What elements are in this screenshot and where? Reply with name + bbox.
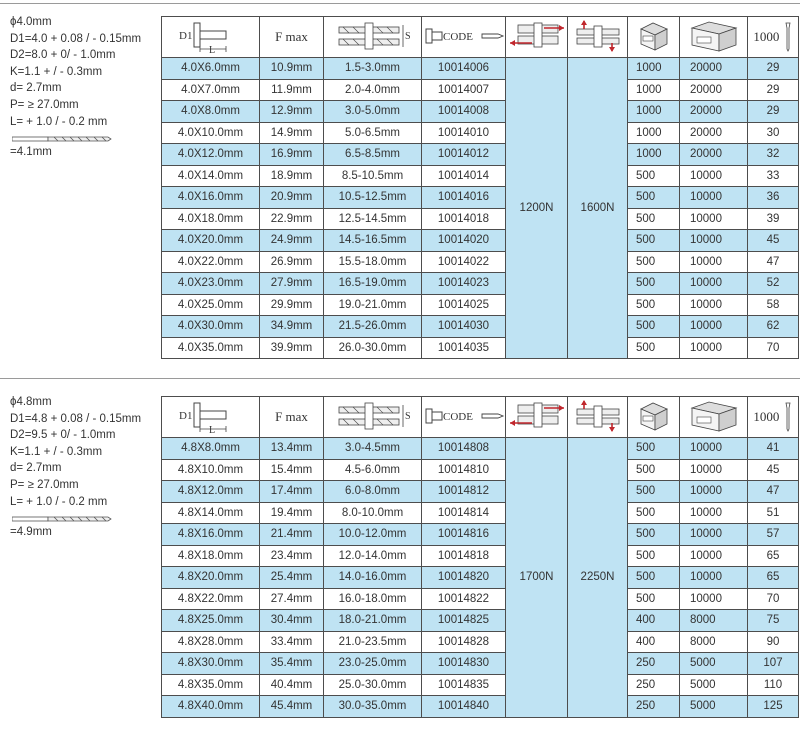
cell-fmax: 39.9mm (260, 337, 324, 359)
cell-size: 4.8X40.0mm (162, 696, 260, 718)
cell-size: 4.8X25.0mm (162, 610, 260, 632)
spec-k: K=1.1 + / - 0.3mm (10, 65, 103, 78)
cell-weight: 110 (748, 674, 799, 696)
cell-code: 10014816 (422, 524, 506, 546)
table-row (162, 58, 799, 80)
header-l-label: L (208, 424, 215, 434)
cell-size: 4.8X10.0mm (162, 459, 260, 481)
cell-code: 10014822 (422, 588, 506, 610)
cell-fmax: 13.4mm (260, 438, 324, 460)
cell-size: 4.0X10.0mm (162, 122, 260, 144)
spec-p: P= ≥ 27.0mm (10, 98, 79, 111)
cell-size: 4.0X20.0mm (162, 230, 260, 252)
section-divider (0, 378, 800, 379)
cell-code: 10014835 (422, 674, 506, 696)
spec-diameter: ϕ4.0mm (10, 16, 52, 28)
table-row (162, 610, 799, 632)
spec-l: L= + 1.0 / - 0.2 mm (10, 495, 108, 508)
spec-d: d= 2.7mm (10, 462, 62, 475)
cell-code: 10014812 (422, 481, 506, 503)
cell-box-qty: 400 (628, 610, 680, 632)
cell-size: 4.8X18.0mm (162, 545, 260, 567)
cell-box-qty: 500 (628, 545, 680, 567)
cell-code: 10014025 (422, 294, 506, 316)
cell-grip-range: 26.0-30.0mm (324, 337, 422, 359)
cell-size: 4.0X22.0mm (162, 251, 260, 273)
cell-size: 4.0X16.0mm (162, 187, 260, 209)
spec-drill-size: =4.1mm (10, 146, 52, 159)
cell-weight: 30 (748, 122, 799, 144)
cell-box-qty: 400 (628, 631, 680, 653)
cell-weight: 41 (748, 438, 799, 460)
cell-weight: 58 (748, 294, 799, 316)
cell-carton-qty: 10000 (680, 208, 748, 230)
cell-grip-range: 30.0-35.0mm (324, 696, 422, 718)
cell-weight: 52 (748, 273, 799, 295)
cell-fmax: 16.9mm (260, 144, 324, 166)
cell-carton-qty: 10000 (680, 337, 748, 359)
cell-carton-qty: 5000 (680, 674, 748, 696)
cell-code: 10014808 (422, 438, 506, 460)
cell-code: 10014814 (422, 502, 506, 524)
cell-fmax: 34.9mm (260, 316, 324, 338)
cell-grip-range: 5.0-6.5mm (324, 122, 422, 144)
table-row (162, 545, 799, 567)
cell-code: 10014008 (422, 101, 506, 123)
cell-weight: 107 (748, 653, 799, 675)
table-row (162, 588, 799, 610)
cell-weight: 57 (748, 524, 799, 546)
cell-fmax: 17.4mm (260, 481, 324, 503)
cell-weight: 65 (748, 567, 799, 589)
cell-box-qty: 250 (628, 674, 680, 696)
cell-code: 10014007 (422, 79, 506, 101)
cell-grip-range: 6.0-8.0mm (324, 481, 422, 503)
cell-box-qty: 500 (628, 230, 680, 252)
cell-code: 10014022 (422, 251, 506, 273)
cell-weight: 125 (748, 696, 799, 718)
cell-box-qty: 1000 (628, 144, 680, 166)
cell-size: 4.0X7.0mm (162, 79, 260, 101)
cell-box-qty: 500 (628, 208, 680, 230)
header-grip-range (324, 397, 422, 438)
cell-box-qty: 250 (628, 696, 680, 718)
cell-code: 10014035 (422, 337, 506, 359)
cell-carton-qty: 20000 (680, 101, 748, 123)
cell-carton-qty: 10000 (680, 294, 748, 316)
rivet-table-4-8 (161, 396, 799, 718)
cell-grip-range: 12.0-14.0mm (324, 545, 422, 567)
rivet-table-4-0 (161, 16, 799, 359)
cell-fmax: 23.4mm (260, 545, 324, 567)
spec-k: K=1.1 + / - 0.3mm (10, 445, 103, 458)
cell-fmax: 18.9mm (260, 165, 324, 187)
cell-size: 4.0X18.0mm (162, 208, 260, 230)
drill-bit-icon (12, 134, 112, 144)
cell-grip-range: 19.0-21.0mm (324, 294, 422, 316)
spec-drill-size: =4.9mm (10, 526, 52, 539)
cell-size: 4.0X23.0mm (162, 273, 260, 295)
cell-grip-range: 3.0-4.5mm (324, 438, 422, 460)
cell-carton-qty: 10000 (680, 438, 748, 460)
cell-grip-range: 14.5-16.5mm (324, 230, 422, 252)
header-s-label: S (404, 410, 411, 422)
cell-code: 10014012 (422, 144, 506, 166)
cell-box-qty: 1000 (628, 122, 680, 144)
cell-carton-qty: 10000 (680, 165, 748, 187)
header-row (162, 17, 799, 58)
cell-fmax: 22.9mm (260, 208, 324, 230)
header-shear-icon (506, 17, 568, 58)
table-row (162, 337, 799, 359)
table-row (162, 294, 799, 316)
cell-box-qty: 500 (628, 337, 680, 359)
cell-grip-range: 21.0-23.5mm (324, 631, 422, 653)
cell-carton-qty: 10000 (680, 187, 748, 209)
cell-weight: 36 (748, 187, 799, 209)
table-row (162, 567, 799, 589)
cell-code: 10014818 (422, 545, 506, 567)
header-qty-label: 1000 (753, 409, 780, 424)
cell-carton-qty: 10000 (680, 459, 748, 481)
header-code (422, 397, 506, 438)
top-divider (0, 3, 800, 4)
cell-box-qty: 1000 (628, 101, 680, 123)
spec-d: d= 2.7mm (10, 82, 62, 95)
cell-fmax: 30.4mm (260, 610, 324, 632)
cell-fmax: 14.9mm (260, 122, 324, 144)
cell-grip-range: 25.0-30.0mm (324, 674, 422, 696)
cell-code: 10014018 (422, 208, 506, 230)
cell-code: 10014023 (422, 273, 506, 295)
cell-carton-qty: 10000 (680, 588, 748, 610)
cell-size: 4.0X30.0mm (162, 316, 260, 338)
cell-size: 4.8X20.0mm (162, 567, 260, 589)
header-tensile-icon (568, 397, 628, 438)
cell-grip-range: 14.0-16.0mm (324, 567, 422, 589)
cell-box-qty: 500 (628, 251, 680, 273)
cell-code: 10014828 (422, 631, 506, 653)
cell-carton-qty: 10000 (680, 273, 748, 295)
table-row (162, 696, 799, 718)
cell-weight: 29 (748, 101, 799, 123)
cell-fmax: 11.9mm (260, 79, 324, 101)
cell-weight: 70 (748, 337, 799, 359)
table-row (162, 144, 799, 166)
cell-size: 4.8X8.0mm (162, 438, 260, 460)
cell-size: 4.8X12.0mm (162, 481, 260, 503)
cell-weight: 29 (748, 79, 799, 101)
cell-box-qty: 1000 (628, 79, 680, 101)
cell-grip-range: 16.5-19.0mm (324, 273, 422, 295)
cell-grip-range: 12.5-14.5mm (324, 208, 422, 230)
header-box-icon (628, 397, 680, 438)
cell-fmax: 45.4mm (260, 696, 324, 718)
header-fmax (260, 17, 324, 58)
cell-weight: 32 (748, 144, 799, 166)
cell-fmax: 15.4mm (260, 459, 324, 481)
cell-size: 4.0X12.0mm (162, 144, 260, 166)
cell-carton-qty: 10000 (680, 567, 748, 589)
cell-grip-range: 16.0-18.0mm (324, 588, 422, 610)
cell-code: 10014840 (422, 696, 506, 718)
table-row (162, 316, 799, 338)
header-carton-icon (680, 397, 748, 438)
table-row (162, 631, 799, 653)
cell-size: 4.8X28.0mm (162, 631, 260, 653)
cell-code: 10014030 (422, 316, 506, 338)
cell-fmax: 24.9mm (260, 230, 324, 252)
cell-carton-qty: 5000 (680, 653, 748, 675)
cell-size: 4.8X14.0mm (162, 502, 260, 524)
table-row (162, 524, 799, 546)
header-code-label: CODE (443, 30, 473, 43)
cell-fmax: 10.9mm (260, 58, 324, 80)
table-row (162, 481, 799, 503)
cell-grip-range: 8.5-10.5mm (324, 165, 422, 187)
cell-grip-range: 6.5-8.5mm (324, 144, 422, 166)
cell-grip-range: 15.5-18.0mm (324, 251, 422, 273)
cell-box-qty: 500 (628, 502, 680, 524)
cell-code: 10014006 (422, 58, 506, 80)
cell-grip-range: 3.0-5.0mm (324, 101, 422, 123)
cell-carton-qty: 10000 (680, 545, 748, 567)
shear-strength: 1700N (506, 438, 568, 718)
cell-weight: 65 (748, 545, 799, 567)
header-rivet-dimension (162, 397, 260, 438)
header-code-label: CODE (443, 410, 473, 423)
table-row (162, 187, 799, 209)
cell-carton-qty: 20000 (680, 144, 748, 166)
cell-weight: 90 (748, 631, 799, 653)
cell-carton-qty: 20000 (680, 79, 748, 101)
spec-diameter: ϕ4.8mm (10, 396, 52, 408)
cell-size: 4.8X35.0mm (162, 674, 260, 696)
cell-fmax: 27.4mm (260, 588, 324, 610)
header-fmax-label: F max (275, 29, 308, 44)
cell-fmax: 25.4mm (260, 567, 324, 589)
cell-carton-qty: 10000 (680, 481, 748, 503)
table-row (162, 79, 799, 101)
header-fmax-label: F max (275, 409, 308, 424)
cell-fmax: 29.9mm (260, 294, 324, 316)
cell-weight: 29 (748, 58, 799, 80)
cell-weight: 62 (748, 316, 799, 338)
spec-l: L= + 1.0 / - 0.2 mm (10, 115, 108, 128)
cell-box-qty: 500 (628, 481, 680, 503)
header-shear-icon (506, 397, 568, 438)
cell-weight: 75 (748, 610, 799, 632)
cell-carton-qty: 10000 (680, 524, 748, 546)
cell-box-qty: 500 (628, 588, 680, 610)
cell-size: 4.8X22.0mm (162, 588, 260, 610)
cell-carton-qty: 20000 (680, 122, 748, 144)
cell-fmax: 33.4mm (260, 631, 324, 653)
cell-fmax: 35.4mm (260, 653, 324, 675)
header-carton-icon (680, 17, 748, 58)
cell-code: 10014020 (422, 230, 506, 252)
header-weight (748, 17, 799, 58)
table-row (162, 273, 799, 295)
cell-weight: 33 (748, 165, 799, 187)
cell-grip-range: 10.0-12.0mm (324, 524, 422, 546)
cell-carton-qty: 10000 (680, 316, 748, 338)
cell-grip-range: 4.5-6.0mm (324, 459, 422, 481)
cell-weight: 45 (748, 459, 799, 481)
cell-code: 10014010 (422, 122, 506, 144)
cell-box-qty: 250 (628, 653, 680, 675)
cell-box-qty: 1000 (628, 58, 680, 80)
cell-size: 4.0X6.0mm (162, 58, 260, 80)
table-row (162, 208, 799, 230)
cell-carton-qty: 20000 (680, 58, 748, 80)
spec-d1: D1=4.8 + 0.08 / - 0.15mm (10, 412, 142, 425)
table-row (162, 459, 799, 481)
cell-size: 4.0X14.0mm (162, 165, 260, 187)
table-row (162, 122, 799, 144)
cell-weight: 47 (748, 251, 799, 273)
spec-d1: D1=4.0 + 0.08 / - 0.15mm (10, 32, 142, 45)
cell-size: 4.8X16.0mm (162, 524, 260, 546)
header-code (422, 17, 506, 58)
cell-grip-range: 1.5-3.0mm (324, 58, 422, 80)
spec-p: P= ≥ 27.0mm (10, 478, 79, 491)
cell-code: 10014825 (422, 610, 506, 632)
cell-fmax: 21.4mm (260, 524, 324, 546)
cell-size: 4.8X30.0mm (162, 653, 260, 675)
header-d1-label: D1 (178, 29, 192, 42)
header-row (162, 397, 799, 438)
cell-code: 10014810 (422, 459, 506, 481)
header-d1-label: D1 (178, 409, 192, 422)
spec-d2: D2=9.5 + 0/ - 1.0mm (10, 429, 116, 442)
cell-size: 4.0X8.0mm (162, 101, 260, 123)
cell-grip-range: 8.0-10.0mm (324, 502, 422, 524)
header-weight (748, 397, 799, 438)
tensile-strength: 2250N (568, 438, 628, 718)
cell-fmax: 12.9mm (260, 101, 324, 123)
cell-fmax: 20.9mm (260, 187, 324, 209)
cell-size: 4.0X25.0mm (162, 294, 260, 316)
header-l-label: L (208, 44, 215, 54)
cell-grip-range: 10.5-12.5mm (324, 187, 422, 209)
spec-block-4-8 (10, 394, 141, 541)
tensile-strength: 1600N (568, 58, 628, 359)
table-row (162, 101, 799, 123)
header-rivet-dimension (162, 17, 260, 58)
cell-box-qty: 500 (628, 524, 680, 546)
cell-grip-range: 23.0-25.0mm (324, 653, 422, 675)
cell-code: 10014820 (422, 567, 506, 589)
header-fmax (260, 397, 324, 438)
header-qty-label: 1000 (753, 29, 780, 44)
cell-fmax: 19.4mm (260, 502, 324, 524)
spec-d2: D2=8.0 + 0/ - 1.0mm (10, 49, 116, 62)
table-row (162, 251, 799, 273)
header-box-icon (628, 17, 680, 58)
header-tensile-icon (568, 17, 628, 58)
cell-carton-qty: 10000 (680, 502, 748, 524)
cell-fmax: 40.4mm (260, 674, 324, 696)
cell-weight: 39 (748, 208, 799, 230)
cell-grip-range: 21.5-26.0mm (324, 316, 422, 338)
header-grip-range (324, 17, 422, 58)
cell-fmax: 27.9mm (260, 273, 324, 295)
table-row (162, 438, 799, 460)
cell-grip-range: 2.0-4.0mm (324, 79, 422, 101)
cell-box-qty: 500 (628, 294, 680, 316)
cell-weight: 70 (748, 588, 799, 610)
cell-code: 10014016 (422, 187, 506, 209)
table-row (162, 653, 799, 675)
table-row (162, 674, 799, 696)
cell-box-qty: 500 (628, 273, 680, 295)
cell-box-qty: 500 (628, 187, 680, 209)
cell-size: 4.0X35.0mm (162, 337, 260, 359)
cell-box-qty: 500 (628, 459, 680, 481)
table-row (162, 230, 799, 252)
cell-weight: 45 (748, 230, 799, 252)
cell-box-qty: 500 (628, 165, 680, 187)
cell-carton-qty: 10000 (680, 251, 748, 273)
cell-code: 10014830 (422, 653, 506, 675)
cell-carton-qty: 5000 (680, 696, 748, 718)
table-row (162, 502, 799, 524)
drill-bit-icon (12, 514, 112, 524)
cell-weight: 51 (748, 502, 799, 524)
cell-carton-qty: 8000 (680, 631, 748, 653)
cell-box-qty: 500 (628, 316, 680, 338)
cell-grip-range: 18.0-21.0mm (324, 610, 422, 632)
shear-strength: 1200N (506, 58, 568, 359)
cell-carton-qty: 8000 (680, 610, 748, 632)
header-s-label: S (404, 30, 411, 42)
cell-box-qty: 500 (628, 438, 680, 460)
cell-code: 10014014 (422, 165, 506, 187)
spec-block-4-0 (10, 14, 141, 161)
table-row (162, 165, 799, 187)
cell-weight: 47 (748, 481, 799, 503)
cell-carton-qty: 10000 (680, 230, 748, 252)
cell-fmax: 26.9mm (260, 251, 324, 273)
cell-box-qty: 500 (628, 567, 680, 589)
